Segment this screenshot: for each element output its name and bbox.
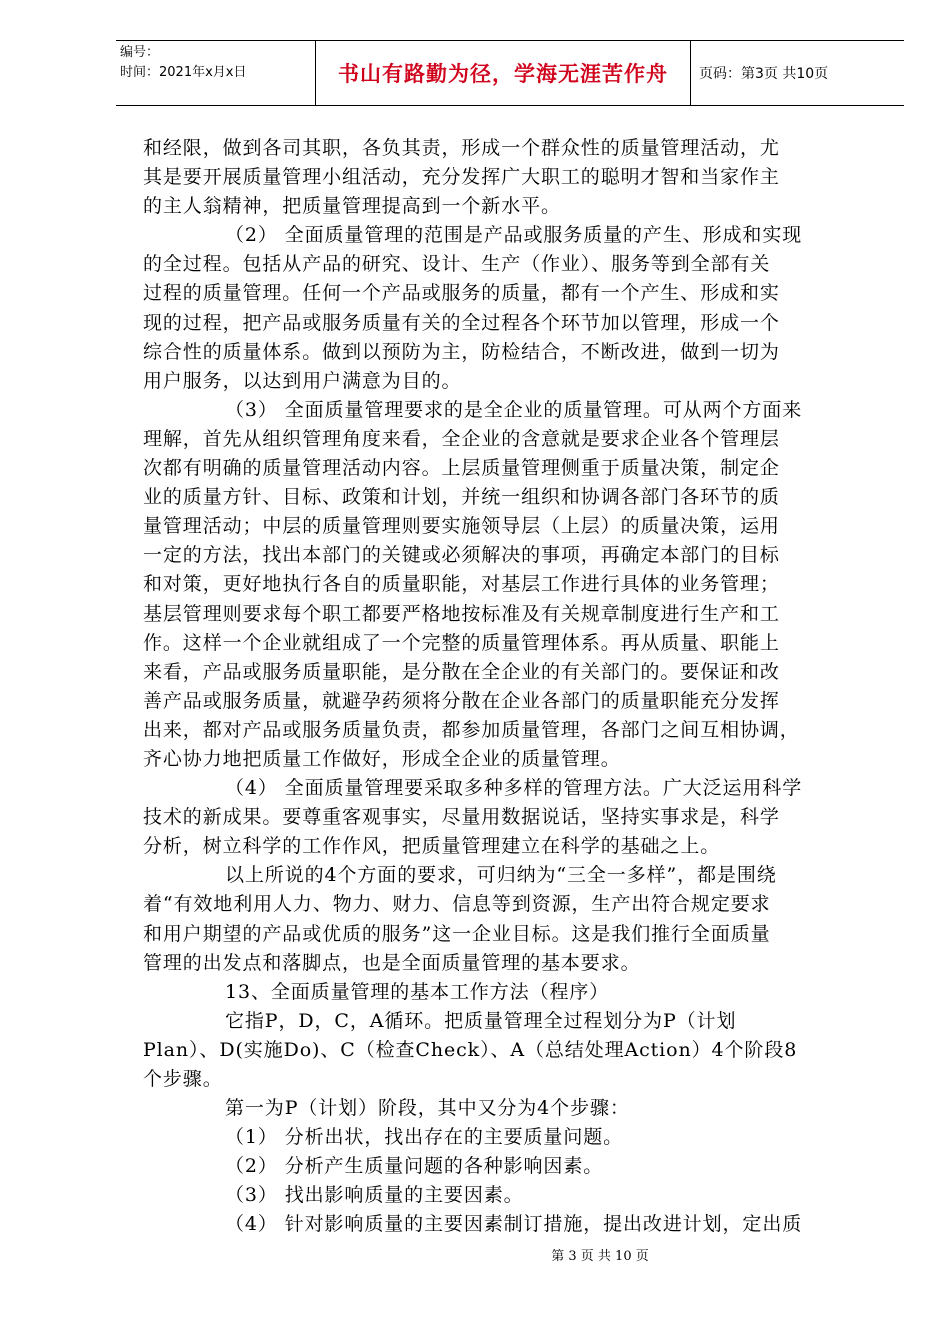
header-motto: 书山有路勤为径，学海无涯苦作舟 xyxy=(316,41,691,105)
text-line: 它指P，D，C，A循环。把质量管理全过程划分为P（计划 xyxy=(225,1009,737,1032)
doc-number-label: 编号： xyxy=(120,45,160,60)
text-line: 现的过程，把产品或服务质量有关的全过程各个环节加以管理，形成一个 xyxy=(143,311,780,334)
document-body xyxy=(143,134,873,1240)
list-item: （1） 分析出状，找出存在的主要质量问题。 xyxy=(225,1126,624,1149)
text-line: 用户服务，以达到用户满意为目的。 xyxy=(143,369,462,392)
text-line: 理解，首先从组织管理角度来看，全企业的含意就是要求企业各个管理层 xyxy=(143,427,780,450)
page-header xyxy=(116,40,904,106)
text-line: 以上所说的4个方面的要求，可归纳为“三全一多样”，都是围绕 xyxy=(225,864,777,887)
header-meta xyxy=(116,41,316,105)
text-line: 第一为P（计划）阶段，其中又分为4个步骤： xyxy=(225,1097,630,1120)
text-line: 一定的方法，找出本部门的关键或必须解决的事项，再确定本部门的目标 xyxy=(143,544,780,567)
text-line: （2） 全面质量管理的范围是产品或服务质量的产生、形成和实现 xyxy=(225,224,803,247)
list-item: （2） 分析产生质量问题的各种影响因素。 xyxy=(225,1155,604,1178)
text-line: 基层管理则要求每个职工都要严格地按标准及有关规章制度进行生产和工 xyxy=(143,602,780,625)
text-line: （3） 全面质量管理要求的是全企业的质量管理。可从两个方面来 xyxy=(225,398,803,421)
time-label: 时间：2021年x月x日 xyxy=(120,65,247,80)
text-line: 着“有效地利用人力、物力、财力、信息等到资源，生产出符合规定要求 xyxy=(143,893,771,916)
list-item: （4） 针对影响质量的主要因素制订措施，提出改进计划，定出质 xyxy=(225,1213,803,1236)
text-line: 其是要开展质量管理小组活动，充分发挥广大职工的聪明才智和当家作主 xyxy=(143,166,780,189)
text-line: 善产品或服务质量，就避孕药须将分散在企业各部门的质量职能充分发挥 xyxy=(143,689,780,712)
text-line: 业的质量方针、目标、政策和计划，并统一组织和协调各部门各环节的质 xyxy=(143,486,780,509)
text-line: （4） 全面质量管理要采取多种多样的管理方法。广大泛运用科学 xyxy=(225,777,803,800)
text-line: 的主人翁精神，把质量管理提高到一个新水平。 xyxy=(143,195,561,218)
section-heading: 13、全面质量管理的基本工作方法（程序） xyxy=(225,980,610,1003)
text-line: 和对策，更好地执行各自的质量职能，对基层工作进行具体的业务管理； xyxy=(143,573,780,596)
text-line: Plan）、D(实施Do)、C（检查Check）、A（总结处理Action）4个阶段8 xyxy=(143,1038,798,1061)
header-page-info: 页码：第3页 共10页 xyxy=(699,66,829,82)
text-line: 个步骤。 xyxy=(143,1068,223,1090)
text-line: 作。这样一个企业就组成了一个完整的质量管理体系。再从质量、职能上 xyxy=(143,631,780,654)
text-line: 次都有明确的质量管理活动内容。上层质量管理侧重于质量决策，制定企 xyxy=(143,457,780,480)
text-line: 和用户期望的产品或优质的服务”这一企业目标。这是我们推行全面质量 xyxy=(143,922,771,945)
text-line: 的全过程。包括从产品的研究、设计、生产（作业）、服务等到全部有关 xyxy=(143,253,771,276)
text-line: 分析，树立科学的工作作风，把质量管理建立在科学的基础之上。 xyxy=(143,835,721,858)
text-line: 齐心协力地把质量工作做好，形成全企业的质量管理。 xyxy=(143,747,621,770)
page-footer: 第 3 页 共 10 页 xyxy=(551,1249,649,1264)
text-line: 来看，产品或服务质量职能，是分散在全企业的有关部门的。要保证和改 xyxy=(143,660,780,683)
list-item: （3） 找出影响质量的主要因素。 xyxy=(225,1184,524,1207)
text-line: 技术的新成果。要尊重客观事实，尽量用数据说话，坚持实事求是，科学 xyxy=(143,806,780,829)
text-line: 过程的质量管理。任何一个产品或服务的质量，都有一个产生、形成和实 xyxy=(143,282,780,305)
text-line: 管理的出发点和落脚点，也是全面质量管理的基本要求。 xyxy=(143,951,641,974)
text-line: 出来，都对产品或服务质量负责，都参加质量管理，各部门之间互相协调， xyxy=(143,718,800,741)
text-line: 和经限，做到各司其职，各负其责，形成一个群众性的质量管理活动，尤 xyxy=(143,137,780,159)
text-line: 综合性的质量体系。做到以预防为主，防检结合，不断改进，做到一切为 xyxy=(143,340,780,363)
text-line: 量管理活动；中层的质量管理则要实施领导层（上层）的质量决策，运用 xyxy=(143,515,780,538)
